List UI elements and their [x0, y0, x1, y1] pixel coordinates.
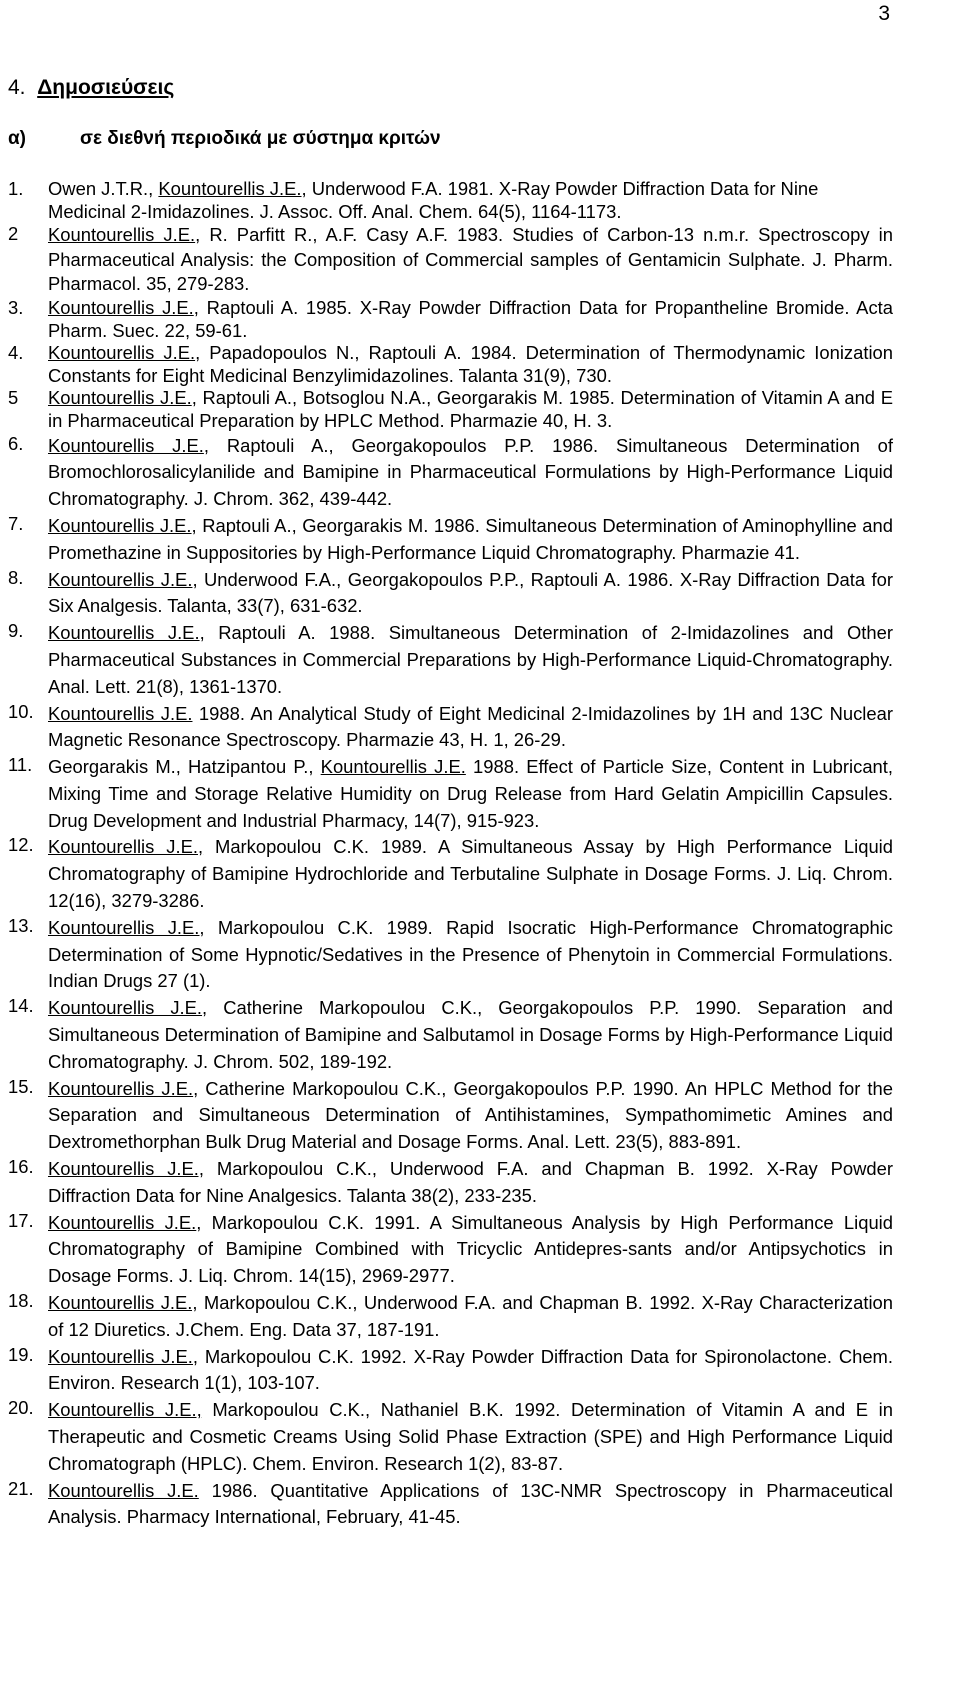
reference-number: 8. [8, 566, 24, 588]
author-underlined: Kountourellis J.E. [320, 756, 466, 778]
author-underlined: Kountourellis J.E., [48, 836, 204, 858]
reference-text: Kountourellis J.E., Raptouli A. 1985. X-Ray Powder Diffraction Data for Propantheline Bromide. Acta Pharm. Suec. 22, 59-61. [48, 296, 893, 341]
reference-text: Kountourellis J.E., Markopoulou C.K., Underwood F.A. and Chapman B. 1992. X-Ray Characterization of 12 Diuretics. J.Chem. Eng. Data 37, 187-191. [48, 1292, 893, 1340]
author-underlined: Kountourellis J.E. [48, 702, 193, 724]
reference-number: 9. [8, 620, 24, 642]
reference-number: 14. [8, 995, 34, 1017]
subsection-label: α) [8, 128, 27, 149]
reference-item [0, 297, 960, 342]
author-underlined: Kountourellis J.E. [48, 387, 192, 409]
author-underlined: Kountourellis J.E. [48, 1077, 194, 1099]
reference-item [0, 834, 960, 914]
reference-number: 1. [8, 178, 24, 199]
reference-number: 12. [8, 834, 34, 856]
reference-number: 11. [8, 754, 33, 776]
author-underlined: Kountourellis J.E., [48, 916, 205, 938]
reference-text: Owen J.T.R., Kountourellis J.E., Underwood F.A. 1981. X-Ray Powder Diffraction Data for Nine Medicinal 2-Imidazolines. J. Assoc. Off. Anal. Chem. 64(5), 1164-1173. [48, 178, 819, 222]
author-underlined: Kountourellis J.E. [48, 296, 194, 318]
subsection-heading [8, 128, 441, 150]
reference-item [0, 995, 960, 1075]
author-underlined: Kountourellis J.E. [158, 178, 302, 199]
reference-item [0, 433, 960, 513]
reference-text: Kountourellis J.E., Raptouli A. 1988. Simultaneous Determination of 2-Imidazolines and Other Pharmaceutical Substances in Commercial Preparations by High-Performance Liquid-Chromatography. Anal. Lett. 21(8), 1361-1370. [48, 622, 893, 697]
reference-item [0, 387, 960, 432]
author-underlined: Kountourellis J.E., [48, 1292, 198, 1314]
reference-text: Kountourellis J.E., R. Parfitt R., A.F. Casy A.F. 1983. Studies of Carbon-13 n.m.r. Spectroscopy in Pharmaceutical Analysis: the Composition of Commercial samples of Gentamicin Sulphate. J. Pharm. Pharmacol. 35, 279-283. [48, 224, 893, 295]
reference-text: Kountourellis J.E., Raptouli A., Botsoglou N.A., Georgarakis M. 1985. Determination of Vitamin A and E in Pharmaceutical Preparation by HPLC Method. Pharmazie 40, H. 3. [48, 387, 893, 431]
author-underlined: Kountourellis J.E. [48, 342, 196, 364]
reference-item [0, 620, 960, 700]
reference-number: 2 [8, 223, 19, 245]
author-underlined: Kountourellis J.E. [48, 514, 192, 536]
reference-number: 15. [8, 1075, 34, 1097]
reference-text: Kountourellis J.E., Markopoulou C.K. 1989. Rapid Isocratic High-Performance Chromatographic Determination of Some Hypnotic/Sedatives in the Presence of Phenytoin in Commercial Formulations. Indian Drugs 27 (1). [48, 916, 893, 992]
section-title: Δημοσιεύσεις [37, 76, 175, 99]
page-number: 3 [878, 2, 890, 25]
reference-text: Kountourellis J.E., Underwood F.A., Georgakopoulos P.P., Raptouli A. 1986. X-Ray Diffraction Data for Six Analgesis. Talanta, 33(7), 631-632. [48, 568, 893, 617]
author-underlined: Kountourellis J.E., [48, 1158, 204, 1180]
reference-text: Kountourellis J.E. 1986. Quantitative Applications of 13C-NMR Spectroscopy in Pharmaceutical Analysis. Pharmacy International, February, 41-45. [48, 1479, 893, 1528]
reference-text: Kountourellis J.E., Catherine Markopoulou C.K., Georgakopoulos P.P. 1990. An HPLC Method for the Separation and Simultaneous Determination of Antihistamines, Sympathomimetic Amines and Dextromethorphan Bulk Drug Material and Dosage Forms. Anal. Lett. 23(5), 883-891. [48, 1077, 893, 1153]
reference-list [0, 178, 960, 1531]
reference-item [0, 223, 960, 297]
reference-text: Kountourellis J.E., Papadopoulos N., Raptouli A. 1984. Determination of Thermodynamic Ionization Constants for Eight Medicinal Benzylimidazolines. Talanta 31(9), 730. [48, 342, 893, 386]
reference-text: Kountourellis J.E., Markopoulou C.K. 1992. X-Ray Powder Diffraction Data for Spironolactone. Chem. Environ. Research 1(1), 103-107. [48, 1345, 893, 1394]
reference-text: Kountourellis J.E. 1988. An Analytical Study of Eight Medicinal 2-Imidazolines by 1H and 13C Nuclear Magnetic Resonance Spectroscopy. Pharmazie 43, H. 1, 26-29. [48, 702, 893, 751]
reference-item [0, 1397, 960, 1477]
reference-number: 6. [8, 432, 24, 454]
author-underlined: Kountourellis J.E. [48, 224, 196, 246]
reference-number: 10. [8, 700, 34, 722]
reference-item [0, 342, 960, 387]
subsection-title: σε διεθνή περιοδικά με σύστημα κριτών [80, 128, 441, 149]
reference-number: 18. [8, 1290, 34, 1312]
reference-item [0, 701, 960, 755]
reference-text: Kountourellis J.E., Markopoulou C.K., Underwood F.A. and Chapman B. 1992. X-Ray Powder Diffraction Data for Nine Analgesics. Talanta 38(2), 233-235. [48, 1158, 893, 1206]
reference-number: 4. [8, 342, 24, 364]
reference-number: 20. [8, 1397, 34, 1419]
reference-text: Kountourellis J.E., Catherine Markopoulou C.K., Georgakopoulos P.P. 1990. Separation and Simultaneous Determination of Bamipine and Salbutamol in Dosage Forms by High-Performance Liquid Chromatography. J. Chrom. 502, 189-192. [48, 997, 893, 1072]
reference-item [0, 754, 960, 834]
reference-text: Kountourellis J.E., Markopoulou C.K. 1991. A Simultaneous Analysis by High Performance Liquid Chromatography of Bamipine Combined with Tricyclic Antidepres-sants and/or Antipsychotics in Dosage Forms. J. Liq. Chrom. 14(15), 2969-2977. [48, 1211, 893, 1287]
reference-item [0, 1210, 960, 1290]
reference-text: Kountourellis J.E., Markopoulou C.K. 1989. A Simultaneous Assay by High Performance Liquid Chromatography of Bamipine Hydrochloride and Terbutaline Sulphate in Dosage Forms. J. Liq. Chrom. 12(16), 3279-3286. [48, 836, 893, 912]
reference-number: 17. [8, 1209, 34, 1231]
author-underlined: Kountourellis J.E., [48, 1399, 202, 1421]
author-underlined: Kountourellis J.E. [48, 434, 204, 456]
author-underlined: Kountourellis J.E., [48, 1345, 198, 1367]
author-underlined: Kountourellis J.E. [48, 568, 193, 590]
reference-text: Georgarakis M., Hatzipantou P., Kountourellis J.E. 1988. Effect of Particle Size, Content in Lubricant, Mixing Time and Storage Relative Humidity on Drug Release from Hard Gelatin Ampicillin Capsules. Drug Development and Industrial Pharmacy, 14(7), 915-923. [48, 756, 893, 831]
reference-item [0, 1156, 960, 1210]
author-underlined: Kountourellis J.E. [48, 997, 203, 1019]
reference-item [0, 1344, 960, 1398]
reference-text: Kountourellis J.E., Raptouli A., Georgakopoulos P.P. 1986. Simultaneous Determination of Bromochlorosalicylanilide and Bamipine in Pharmaceutical Formulations by High-Performance Liquid Chromatography. J. Chrom. 362, 439-442. [48, 434, 893, 510]
reference-item [0, 1076, 960, 1156]
reference-item [0, 567, 960, 621]
author-underlined: Kountourellis J.E. [48, 1479, 199, 1501]
reference-number: 3. [8, 296, 24, 318]
reference-number: 16. [8, 1156, 34, 1178]
reference-item [0, 1478, 960, 1532]
reference-number: 7. [8, 512, 24, 534]
section-number: 4. [8, 76, 26, 99]
reference-text: Kountourellis J.E., Raptouli A., Georgarakis M. 1986. Simultaneous Determination of Aminophylline and Promethazine in Suppositories by High-Performance Liquid Chromatography. Pharmazie 41. [48, 514, 893, 563]
reference-item [0, 915, 960, 995]
reference-number: 19. [8, 1343, 34, 1365]
author-underlined: Kountourellis J.E. [48, 622, 200, 644]
reference-item [0, 178, 960, 223]
reference-number: 21. [8, 1477, 34, 1499]
reference-number: 13. [8, 914, 34, 936]
reference-text: Kountourellis J.E., Markopoulou C.K., Nathaniel B.K. 1992. Determination of Vitamin A and E in Therapeutic and Cosmetic Creams Using Solid Phase Extraction (SPE) and High Performance Liquid Chromatograph (HPLC). Chem. Environ. Research 1(2), 83-87. [48, 1399, 893, 1474]
reference-item [0, 513, 960, 567]
section-heading [8, 76, 174, 100]
author-underlined: Kountourellis J.E. [48, 1211, 197, 1233]
reference-item [0, 1290, 960, 1344]
reference-number: 5 [8, 387, 19, 409]
